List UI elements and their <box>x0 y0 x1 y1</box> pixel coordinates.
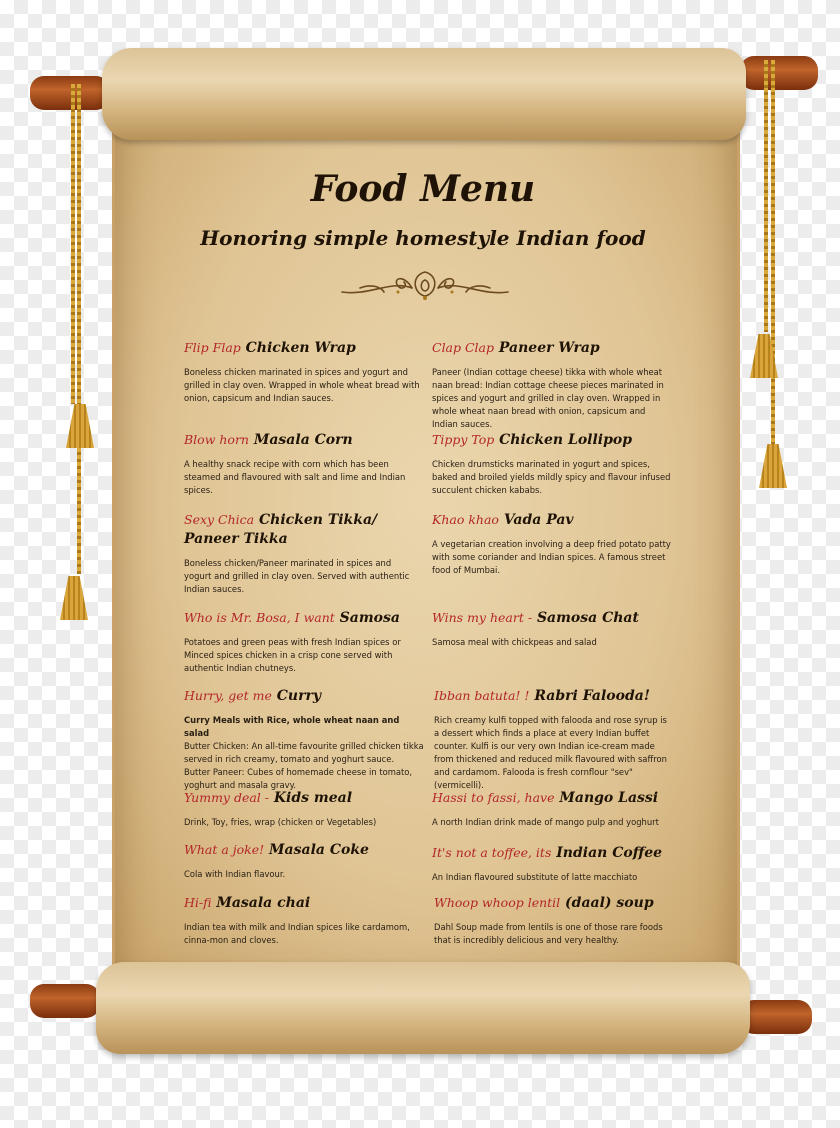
item-description: Drink, Toy, fries, wrap (chicken or Vegetables) <box>184 817 377 827</box>
scroll-knob-top-left <box>30 76 110 110</box>
menu-item-mango-lassi <box>432 788 672 829</box>
item-description: Cola with Indian flavour. <box>184 869 286 879</box>
menu-item-masala-chai <box>184 893 424 947</box>
item-prefix: Hurry, get me <box>184 688 272 703</box>
item-name: Kids meal <box>273 790 353 806</box>
item-description: Boneless chicken/Paneer marinated in spices and yogurt and grilled in clay oven. Served with authentic Indian sauces. <box>184 558 410 594</box>
gold-cord <box>77 84 81 574</box>
item-description: Potatoes and green peas with fresh Indian spices or Minced spices chicken in a crisp cone served with authentic Indian chutneys. <box>184 637 401 673</box>
item-description: Boneless chicken marinated in spices and yogurt and grilled in clay oven. Wrapped in whole wheat bread with onion, capsicum and Indian sauces. <box>184 367 420 403</box>
item-prefix: Khao khao <box>432 512 499 527</box>
item-description: Dahl Soup made from lentils is one of those rare foods that is incredibly delicious and very healthy. <box>434 922 663 945</box>
menu-item-vada-pav <box>432 510 672 577</box>
item-description: An Indian flavoured substitute of latte macchiato <box>432 872 638 882</box>
menu-item-rabri-falooda <box>434 686 674 792</box>
gold-cord <box>764 60 768 332</box>
item-prefix: Hassi to fassi, have <box>432 790 555 805</box>
item-name: Chicken Tikka/ Paneer Tikka <box>184 512 378 547</box>
item-prefix: Tippy Top <box>432 432 495 447</box>
item-description: Indian tea with milk and Indian spices like cardamom, cinna-mon and cloves. <box>184 922 410 945</box>
item-name: Paneer Wrap <box>498 340 600 356</box>
scroll-roller-top <box>102 48 746 140</box>
menu-item-samosa <box>184 608 424 675</box>
tassel-icon <box>759 444 787 488</box>
item-prefix: Flip Flap <box>184 340 241 355</box>
item-prefix: Sexy Chica <box>184 512 255 527</box>
menu-item-daal-soup <box>434 893 674 947</box>
scroll-roller-bottom <box>96 962 750 1054</box>
item-name: Masala chai <box>216 895 311 911</box>
item-description: Chicken drumsticks marinated in yogurt and spices, baked and broiled yields mildly spicy and flavour infused succulent chicken kababs. <box>432 459 671 495</box>
menu-item-kids-meal <box>184 788 424 829</box>
tassel-icon <box>60 576 88 620</box>
menu-item-paneer-wrap <box>432 338 672 431</box>
menu-item-chicken-wrap <box>184 338 424 405</box>
tassel-icon <box>66 404 94 448</box>
item-name: Curry <box>276 688 321 704</box>
item-name: Chicken Wrap <box>245 340 356 356</box>
scroll-knob-bottom-right <box>740 1000 812 1034</box>
item-name: Samosa <box>339 610 400 626</box>
item-name: Vada Pav <box>503 512 574 528</box>
item-description: Samosa meal with chickpeas and salad <box>432 637 597 647</box>
item-name: Indian Coffee <box>556 845 663 861</box>
scroll-knob-top-right <box>740 56 818 90</box>
item-prefix: It's not a toffee, its <box>432 845 552 860</box>
menu-item-chicken-lollipop <box>432 430 672 497</box>
menu-title: Food Menu <box>310 168 536 210</box>
item-description: A healthy snack recipe with corn which has been steamed and flavoured with salt and lime and Indian spices. <box>184 459 406 495</box>
item-description: Butter Paneer: Cubes of homemade cheese in tomato, yoghurt and masala gravy. <box>184 767 413 790</box>
item-name: (daal) soup <box>565 895 654 911</box>
item-prefix: What a joke! <box>184 842 265 857</box>
flourish-ornament-icon <box>340 266 510 306</box>
item-description: Paneer (Indian cottage cheese) tikka with whole wheat naan bread: Indian cottage cheese pieces marinated in spices and yogurt and grilled in clay oven. Wrapped in whole wheat naan bread with onion, capsicum and Indian sauces. <box>432 367 664 429</box>
item-description: A vegetarian creation involving a deep fried potato patty with some coriander and Indian spices. A famous street food of Mumbai. <box>432 539 671 575</box>
item-prefix: Hi-fi <box>184 895 212 910</box>
menu-item-masala-corn <box>184 430 424 497</box>
item-prefix: Blow horn <box>184 432 249 447</box>
item-prefix: Yummy deal - <box>184 790 270 805</box>
item-description: Butter Chicken: An all-time favourite grilled chicken tikka served in rich creamy, tomato and yoghurt sauce. <box>184 741 424 764</box>
gold-cord <box>771 60 775 444</box>
item-prefix: Wins my heart - <box>432 610 533 625</box>
menu-item-indian-coffee <box>432 843 672 884</box>
menu-item-chicken-tikka <box>184 510 416 596</box>
item-description: A north Indian drink made of mango pulp and yoghurt <box>432 817 659 827</box>
item-name: Rabri Falooda! <box>534 688 650 704</box>
menu-subtitle: Honoring simple homestyle Indian food <box>200 226 646 250</box>
menu-item-samosa-chat <box>432 608 672 649</box>
menu-item-masala-coke <box>184 840 424 881</box>
item-name: Mango Lassi <box>559 790 659 806</box>
item-description-bold: Curry Meals with Rice, whole wheat naan and salad <box>184 715 400 738</box>
item-name: Masala Coke <box>269 842 369 858</box>
item-prefix: Who is Mr. Bosa, I want <box>184 610 335 625</box>
item-prefix: Clap Clap <box>432 340 495 355</box>
item-name: Samosa Chat <box>536 610 639 626</box>
item-name: Chicken Lollipop <box>499 432 633 448</box>
gold-cord <box>71 84 75 404</box>
scroll-knob-bottom-left <box>30 984 100 1018</box>
menu-item-curry <box>184 686 424 792</box>
item-prefix: Whoop whoop lentil <box>434 895 561 910</box>
item-prefix: Ibban batuta! ! <box>434 688 530 703</box>
item-name: Masala Corn <box>253 432 353 448</box>
item-description: Rich creamy kulfi topped with falooda and rose syrup is a dessert which finds a place at every Indian buffet counter. Kulfi is our very own Indian ice-cream made from thickened and reduced milk flavoured with saffron and cardamom. Falooda is fresh cornflour "sev" (vermicelli). <box>434 715 667 790</box>
